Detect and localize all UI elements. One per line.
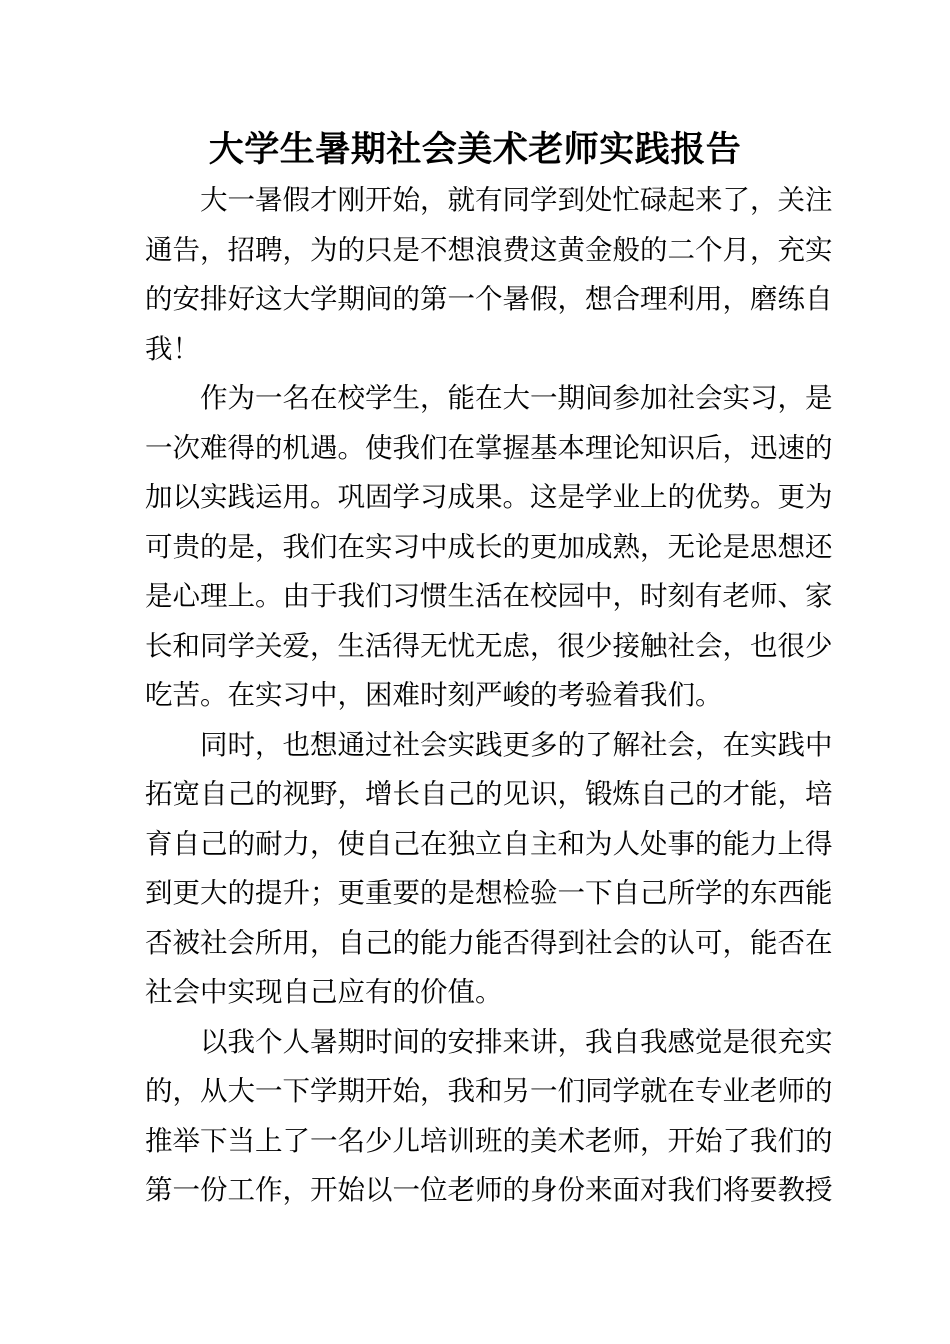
paragraph-4	[145, 1018, 833, 1216]
text-line: 可贵的是，我们在实习中成长的更加成熟，无论是思想还	[145, 530, 833, 563]
text-line: 的安排好这大学期间的第一个暑假，想合理利用，磨练自	[145, 283, 833, 315]
text-line: 以我个人暑期时间的安排来讲，我自我感觉是很充实	[200, 1025, 833, 1058]
text-line: 是心理上。由于我们习惯生活在校园中，时刻有老师、家	[145, 580, 833, 612]
text-line: 吃苦。在实习中，困难时刻严峻的考验着我们。	[145, 679, 723, 711]
text-line: 同时，也想通过社会实践更多的了解社会，在实践中	[200, 728, 833, 761]
text-line: 大一暑假才刚开始，就有同学到处忙碌起来了，关注	[200, 184, 833, 216]
paragraph-1	[145, 176, 833, 374]
document-body	[145, 176, 833, 1216]
text-line: 社会中实现自己应有的价值。	[145, 976, 503, 1008]
text-line: 我！	[145, 332, 200, 365]
text-line: 长和同学关爱，生活得无忧无虑，很少接触社会，也很少	[145, 629, 833, 662]
text-line: 拓宽自己的视野，增长自己的见识，锻炼自己的才能，培	[145, 778, 833, 810]
text-line: 通告，招聘，为的只是不想浪费这黄金般的二个月，充实	[145, 233, 833, 266]
text-line: 第一份工作，开始以一位老师的身份来面对我们将要教授	[145, 1174, 833, 1206]
text-line: 推举下当上了一名少儿培训班的美术老师，开始了我们的	[145, 1124, 833, 1157]
text-line: 作为一名在校学生，能在大一期间参加社会实习，是	[200, 382, 833, 414]
text-line: 否被社会所用，自己的能力能否得到社会的认可，能否在	[145, 926, 833, 959]
paragraph-3	[145, 721, 833, 1018]
text-line: 育自己的耐力，使自己在独立自主和为人处事的能力上得	[145, 827, 833, 860]
text-line: 一次难得的机遇。使我们在掌握基本理论知识后，迅速的	[145, 431, 833, 464]
document-title: 大学生暑期社会美术老师实践报告	[208, 130, 742, 170]
text-line: 到更大的提升；更重要的是想检验一下自己所学的东西能	[145, 877, 833, 909]
paragraph-2	[145, 374, 833, 721]
text-line: 的，从大一下学期开始，我和另一们同学就在专业老师的	[145, 1075, 833, 1107]
text-line: 加以实践运用。巩固学习成果。这是学业上的优势。更为	[145, 481, 833, 513]
